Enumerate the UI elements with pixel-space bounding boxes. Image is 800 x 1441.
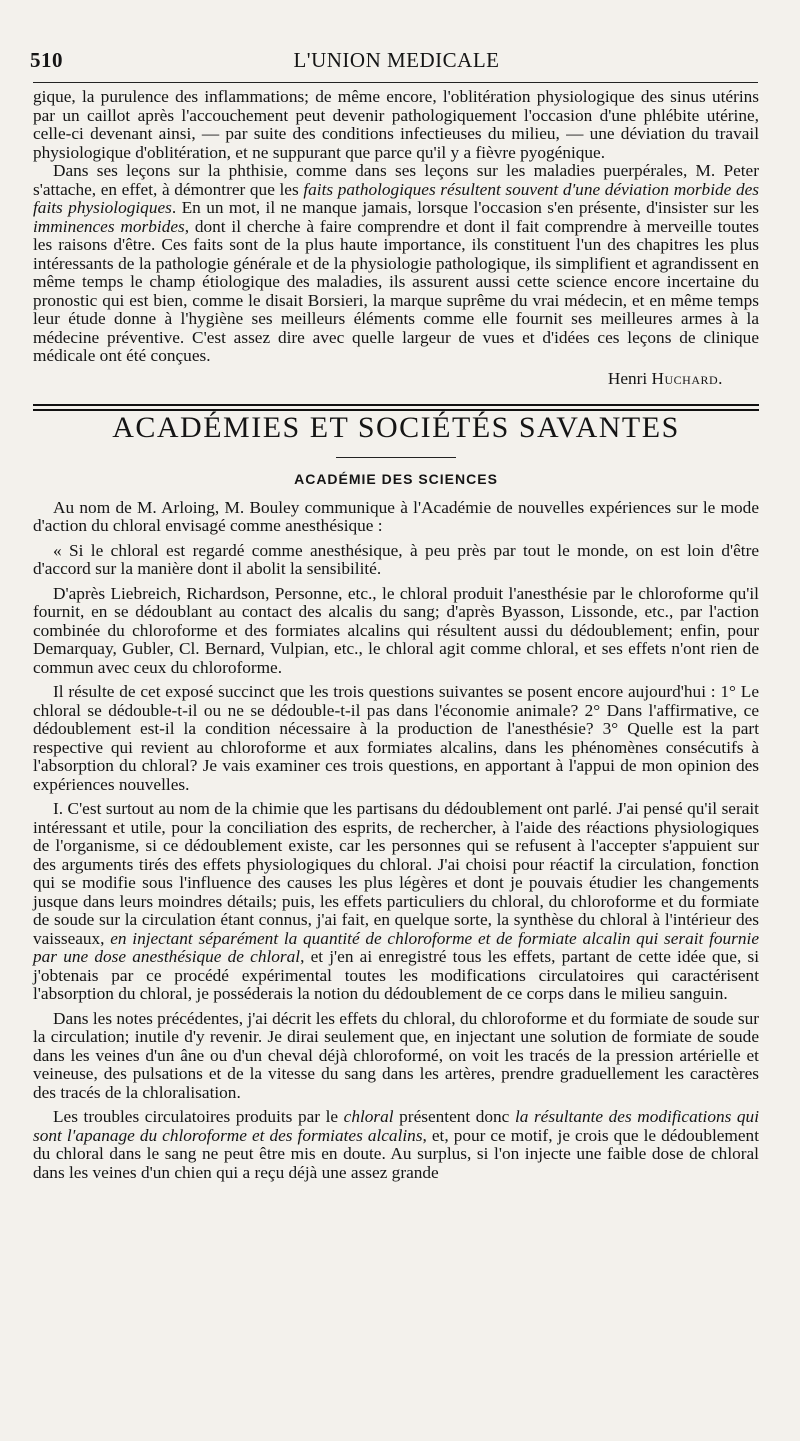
article-paragraph-1: Au nom de M. Arloing, M. Bouley communique à l'Académie de nouvelles expériences sur le mode d'action du chloral envisagé comme anesthésique :	[33, 497, 759, 535]
emphasis: faits pathologiques résultent souvent d'une déviation morbide des faits physiologiques	[33, 179, 759, 217]
author-signature: Henri Huchard.	[607, 368, 723, 388]
running-title: L'UNION MEDICALE	[293, 48, 500, 72]
emphasis: la résultante des modifications qui sont l'apanage du chloroforme et des formiates alcalins	[33, 1107, 759, 1145]
section-divider	[33, 404, 759, 411]
intro-paragraph-2: Dans ses leçons sur la phthisie, comme dans ses leçons sur les maladies puerpérales, M. Peter s'attache, en effet, à démontrer que les faits pathologiques résultent souvent d'une déviation morbide des faits physiologiques. En un mot, il ne manque jamais, lorsque l'occasion s'en présente, d'insister sur les imminences morbides, dont il cherche à faire comprendre et dont il fait comprendre à merveille toutes les raisons d'être. Ces faits sont de la plus haute importance, ils constituent l'un des chapitres les plus intéressants de la pathologie générale et de la physiologie pathologique, ils simplifient et agrandissent en même temps le champ étiologique des maladies, ils assurent aussi cette science encore incertaine du pronostic qui est bien, comme le disait Borsieri, la marque suprême du vrai médecin, et en même temps leur étude donne à l'hygiène ses meilleurs éléments comme elle fournit ses meilleures armes à la médecine préventive. C'est assez dire avec quelle largeur de vues et d'idées ces leçons de clinique médicale ont été conçues.	[33, 161, 759, 365]
section-title: ACADÉMIES ET SOCIÉTÉS SAVANTES	[112, 411, 680, 444]
header-rule	[33, 82, 758, 83]
article-paragraph-6: Dans les notes précédentes, j'ai décrit les effets du chloral, du chloroforme et du formiate de soude sur la circulation; inutile d'y revenir. Je dirai seulement que, en injectant une solution de formiate de soude dans les veines d'un âne ou d'un cheval déjà chloroformé, on voit les tracés de la pression artérielle et veineuse, des pulsations et de la vitesse du sang dans les artères, prendre graduellement les caractères des tracés de la chloralisation.	[33, 1008, 759, 1102]
title-rule	[336, 457, 456, 458]
subsection-title: ACADÉMIE DES SCIENCES	[294, 471, 498, 487]
page-header	[30, 48, 770, 73]
article-paragraph-3: D'après Liebreich, Richardson, Personne, etc., le chloral produit l'anesthésie par le chloroforme qu'il fournit, en se dédoublant au contact des alcalis du sang; d'après Byasson, Lissonde, etc., par l'action combinée du chloroforme et des formiates alcalins qui résultent aussi du dédoublement; enfin, pour Demarquay, Gubler, Cl. Bernard, Vulpian, etc., le chloral agit comme chloral, et ses effets n'ont rien de commun avec ceux du chloroforme.	[33, 583, 759, 677]
emphasis: en injectant séparément la quantité de chloroforme et de formiate alcalin qui serait fournie par une dose anesthésique de chloral	[33, 928, 759, 966]
article-paragraph-5: I. C'est surtout au nom de la chimie que les partisans du dédoublement ont parlé. J'ai pensé qu'il serait intéressant et utile, pour la conciliation des esprits, de rechercher, à l'aide des réactions physiologiques de l'organisme, si ce dédoublement existe, car les personnes qui se refusent à l'accepter s'appuient sur des arguments tirés des effets physiologiques du chloral. J'ai choisi pour réactif la circulation, fonction qui se modifie sous l'influence des causes les plus légères et dont je pouvais étudier les changements jusque dans leurs moindres détails; puis, les effets particuliers du chloral, du chloroforme et du formiate de soude sur la circulation étant connus, j'ai fait, en quelque sorte, la synthèse du chloral à l'intérieur des vaisseaux, en injectant séparément la quantité de chloroforme et de formiate alcalin qui serait fournie par une dose anesthésique de chloral, et j'en ai enregistré tous les effets, partant de cette idée que, si j'obtenais par ce procédé expérimental toutes les modifications circulatoires qui caractérisent l'absorption du chloral, je posséderais la notion du dédoublement de ce corps dans le milieu sanguin.	[33, 799, 760, 1003]
intro-paragraph-1: gique, la purulence des inflammations; de même encore, l'oblitération physiologique des sinus utérins par un caillot après l'accouchement peut devenir pathologiquement l'occasion d'une phlébite utérine, celle-ci devenant ainsi, — par suite des conditions infectieuses du milieu, — une déviation du travail physiologique d'oblitération, et ne suppurant que parce qu'il y a fièvre pyogénique.	[33, 87, 759, 162]
page-number: 510	[30, 48, 63, 72]
article-paragraph-2: « Si le chloral est regardé comme anesthésique, à peu près par tout le monde, on est loin d'être d'accord sur la manière dont il abolit la sensibilité.	[33, 540, 759, 578]
body-text	[33, 88, 759, 1182]
article-paragraph-7: Les troubles circulatoires produits par le chloral présentent donc la résultante des modifications qui sont l'apanage du chloroforme et des formiates alcalins, et, pour ce motif, je crois que le dédoublement du chloral dans le sang ne peut être mis en doute. Au surplus, si l'on injecte une faible dose de chloral dans les veines d'un chien qui a reçu déjà une assez grande	[33, 1107, 759, 1182]
article-paragraph-4: Il résulte de cet exposé succinct que les trois questions suivantes se posent encore aujourd'hui : 1° Le chloral se dédouble-t-il ou ne se dédouble-t-il pas dans l'économie animale? 2° Dans l'affirmative, ce dédoublement est-il la condition nécessaire à la production de l'anesthésie? 3° Quelle est la part respective qui revient au chloroforme et aux formiates alcalins, dans les phénomènes consécutifs à l'absorption du chloral? Je vais examiner ces trois questions, en apportant à l'appui de mon opinion des expériences nouvelles.	[33, 682, 759, 794]
emphasis: imminences morbides	[33, 216, 185, 236]
emphasis: chloral	[343, 1107, 394, 1126]
